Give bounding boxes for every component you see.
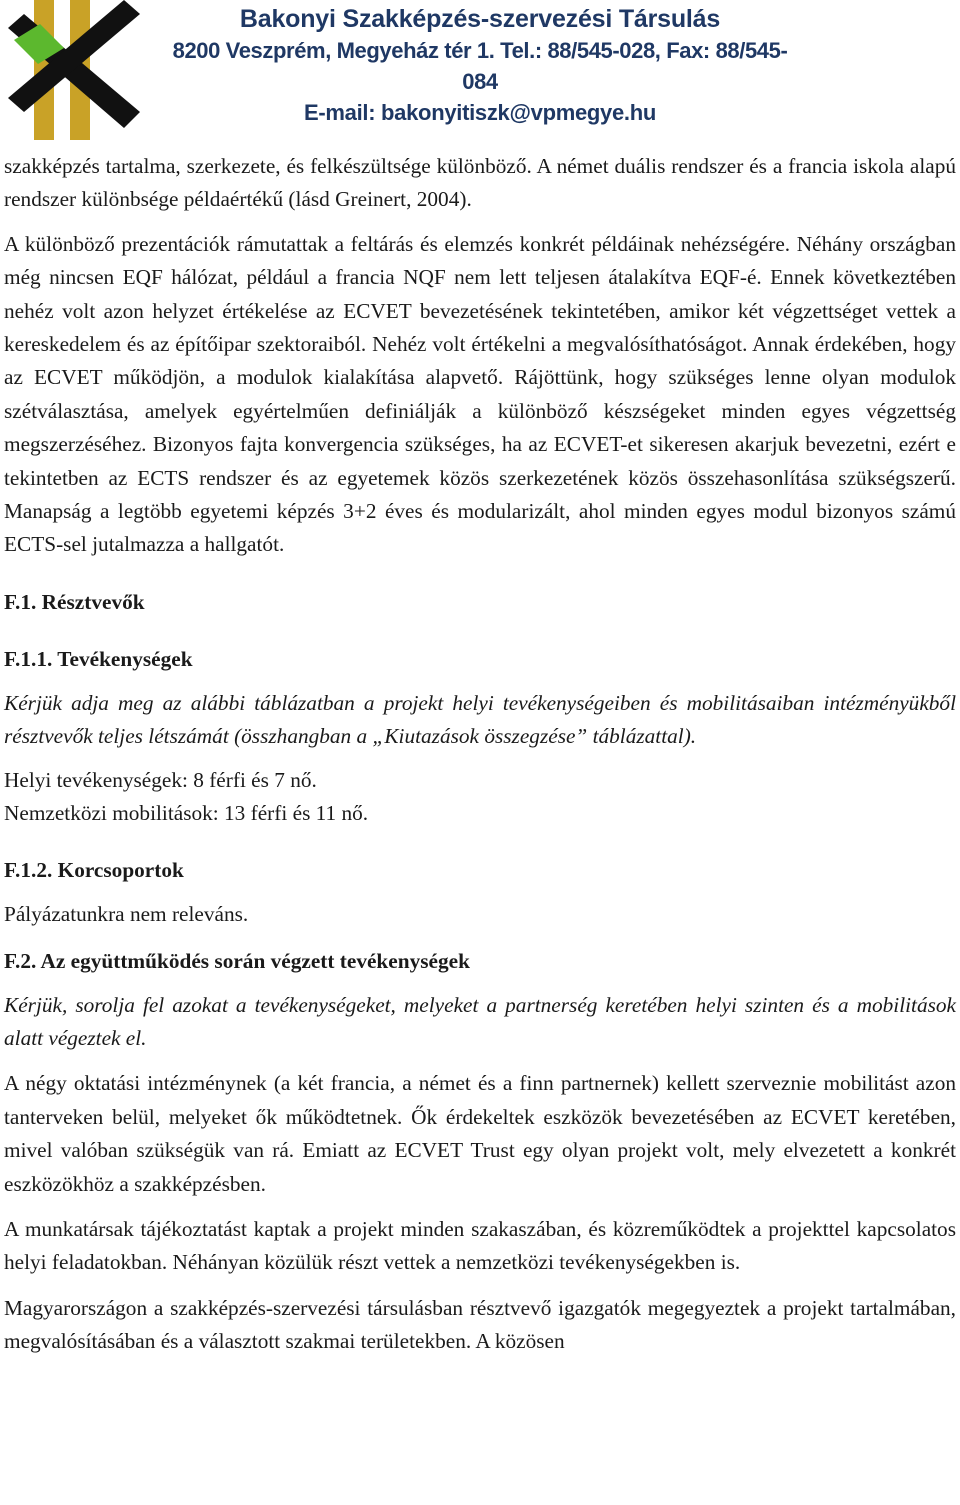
letterhead-text (160, 4, 800, 128)
paragraph-intro-continuation: szakképzés tartalma, szerkezete, és felkészültsége különböző. A német duális rendszer és a francia iskola alapú rendszer különbsége példaértékű (lásd Greinert, 2004). (4, 154, 956, 212)
organization-address: 8200 Veszprém, Megyeház tér 1. Tel.: 88/545-028, Fax: 88/545-084 (172, 38, 788, 94)
international-mobility: Nemzetközi mobilitások: 13 férfi és 11 nő. (4, 800, 369, 825)
instruction-f2: Kérjük, sorolja fel azokat a tevékenységeket, melyeket a partnerség keretében helyi szinten és a mobilitások alatt végeztek el. (4, 992, 956, 1050)
letterhead (0, 0, 960, 140)
organization-email: E-mail: bakonyitiszk@vpmegye.hu (303, 100, 657, 125)
document-body (4, 150, 956, 1359)
heading-f1: F.1. Résztvevők (4, 589, 145, 614)
heading-f2: F.2. Az együttműködés során végzett tevékenységek (4, 949, 470, 974)
age-groups-text: Pályázatunkra nem releváns. (4, 901, 249, 926)
heading-f11: F.1.1. Tevékenységek (4, 647, 193, 672)
organization-logo-icon (8, 0, 140, 140)
paragraph-hungary: Magyarországon a szakképzés-szervezési társulásban résztvevő igazgatók megegyeztek a projekt tartalmában, megvalósításában és a választott szakmai területekben. A közösen (4, 1295, 956, 1354)
local-activities: Helyi tevékenységek: 8 férfi és 7 nő. (4, 767, 317, 792)
paragraph-institutions: A négy oktatási intézménynek (a két francia, a német és a finn partnernek) kellett szerveznie mobilitást azon tanterveken belül, melyeket ők működtetnek. Ők érdekeltek eszközök bevezetésében az ECVET keretében, mivel valóban szükségük van rá. Emiatt az ECVET Trust egy olyan projekt volt, mely elvezetett a konkrét eszközökhöz a szakképzésben. (4, 1071, 956, 1196)
paragraph-presentations: A különböző prezentációk rámutattak a feltárás és elemzés konkrét példáinak nehézségére. Néhány országban még nincsen EQF hálózat, például a francia NQF nem lett teljesen átalakítva EQF-é. Ennek következtében nehéz volt azon helyzet értékelése az ECVET bevezetésének tekintetében, amikor két végzettséget vettek a kereskedelem és az építőipar szektoraiból. Nehéz volt értékelni a megvalósíthatóságot. Annak érdekében, hogy az ECVET működjön, a modulok kialakítása alapvető. Rájöttünk, hogy szükséges lenne olyan modulok szétválasztása, amelyek egyértelműen definiálják a különböző készségeket minden egyes végzettség megszerzéséhez. Bizonyos fajta konvergencia szükséges, ha az ECVET-et sikeresen akarjuk bevezetni, ezért e tekintetben az ECTS rendszer és az egyetemek közös szerkezetének közös összehasonlítása szükségszerű. Manapság a legtöbb egyetemi képzés 3+2 éves és modularizált, ahol minden egyes modul bizonyos számú ECTS-sel jutalmazza a hallgatót. (4, 231, 956, 557)
heading-f12: F.1.2. Korcsoportok (4, 858, 184, 883)
paragraph-staff: A munkatársak tájékoztatást kaptak a projekt minden szakaszában, és közreműködtek a projekttel kapcsolatos helyi feladatokban. Néhányan közülük részt vettek a nemzetközi tevékenységekben is. (4, 1216, 956, 1275)
organization-name: Bakonyi Szakképzés-szervezési Társulás (239, 5, 721, 33)
instruction-f11: Kérjük adja meg az alábbi táblázatban a projekt helyi tevékenységeiben és mobilitásaiban intézményükből résztvevők teljes létszámát (összhangban a „Kiutazások összegzése” táblázattal). (4, 690, 956, 749)
